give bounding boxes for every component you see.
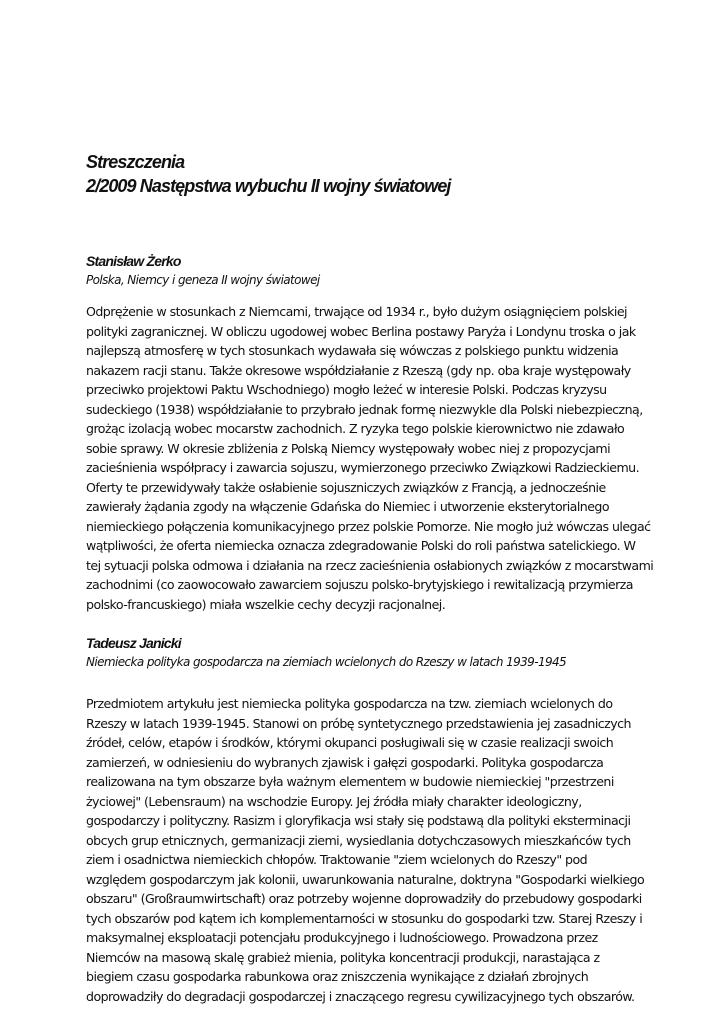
document-title-line-2: 2/2009 Następstwa wybuchu II wojny światowej xyxy=(86,176,451,196)
abstract-line: zachodnimi (co zaowocowało zawarciem sojuszu polsko-brytyjskiego i rewitalizacją przymierza xyxy=(86,577,633,592)
abstract-line: wątpliwości, że oferta niemiecka oznacza zdegradowanie Polski do roli państwa satelickiego. W xyxy=(86,538,636,553)
document-page xyxy=(86,150,656,1006)
abstract-line: ziem i osadnictwa niemieckich chłopów. Traktowanie "ziem wcielonych do Rzeszy" pod xyxy=(86,852,588,867)
abstract-line: maksymalnej eksploatacji potencjału produkcyjnego i ludnościowego. Prowadzona przez xyxy=(86,930,598,945)
abstract-line: polsko-francuskiego) miała wszelkie cechy decyzji racjonalnej. xyxy=(86,596,446,612)
abstract-line: doprowadziły do degradacji gospodarczej i znaczącego regresu cywilizacyjnego tych obszarów. xyxy=(86,988,635,1004)
abstract-line: Rzeszy w latach 1939-1945. Stanowi on próbę syntetycznego przedstawienia jej zasadniczych xyxy=(86,715,631,731)
abstract-line: Odprężenie w stosunkach z Niemcami, trwające od 1934 r., było dużym osiągnięciem polskiej xyxy=(86,304,627,319)
abstract-line: grożąc izolacją wobec mocarstw zachodnich. Z ryzyka tego polskie kierownictwo nie zdawało xyxy=(86,421,625,436)
article-zerko xyxy=(86,252,656,614)
abstract-line: Przedmiotem artykułu jest niemiecka polityka gospodarcza na tzw. ziemiach wcielonych do xyxy=(86,696,613,711)
abstract-line: obszaru" (Großraumwirtschaft) oraz potrzeby wojenne doprowadziły do przebudowy gospodarki xyxy=(86,891,642,906)
abstract-line: najlepszą atmosferę w tych stosunkach wydawała się wówczas z polskiego punktu widzenia xyxy=(86,343,619,358)
abstract-line: Niemców na masową skalę grabież mienia, polityka koncentracji produkcji, narastająca z xyxy=(86,949,600,965)
article-title: Polska, Niemcy i geneza II wojny światowej xyxy=(86,273,320,287)
abstract-line: zawierały żądania zgody na włączenie Gdańska do Niemiec i utworzenie eksterytorialnego xyxy=(86,499,610,514)
article-abstract xyxy=(86,302,656,614)
abstract-line: niemieckiego połączenia komunikacyjnego przez polskie Pomorze. Nie mogło już wówczas ulegać xyxy=(86,518,651,534)
abstract-line: sudeckiego (1938) współdziałanie to przybrało jednak formę niezwykle dla Polski niebezpieczną, xyxy=(86,401,643,417)
abstract-line: polityki zagranicznej. W obliczu ugodowej wobec Berlina postawy Paryża i Londynu troska o jak xyxy=(86,323,636,339)
abstract-line: tej sytuacji polska odmowa i działania na rzecz zacieśnienia osłabionych związków z mocarstwami xyxy=(86,557,654,573)
abstract-line: tych obszarów pod kątem ich komplementarności w stosunku do gospodarki tzw. Starej Rzeszy i xyxy=(86,910,643,926)
abstract-line: Oferty te przewidywały także osłabienie sojuszniczych związków z Francją, a jednocześnie xyxy=(86,479,606,495)
article-abstract xyxy=(86,694,656,1006)
abstract-line: przeciwko projektowi Paktu Wschodniego) mogło leżeć w interesie Polski. Podczas kryzysu xyxy=(86,382,607,397)
abstract-line: zacieśnienia współpracy i zawarcia sojuszu, wymierzonego przeciwko Związkowi Radzieckiemu. xyxy=(86,460,640,475)
abstract-line: gospodarczy i polityczny. Rasizm i gloryfikacja wsi stały się podstawą dla polityki eksterminacji xyxy=(86,813,631,828)
document-title xyxy=(86,150,656,198)
abstract-line: obcych grup etnicznych, germanizacji ziemi, wysiedlania dotychczasowych mieszkańców tych xyxy=(86,832,631,848)
abstract-line: realizowana na tym obszarze była ważnym elementem w budowie niemieckiej "przestrzeni xyxy=(86,774,614,789)
article-author: Tadeusz Janicki xyxy=(86,635,181,651)
abstract-line: sobie sprawy. W okresie zbliżenia z Polską Niemcy występowały wobec niej z propozycjami xyxy=(86,440,611,456)
abstract-line: zamierzeń, w odniesieniu do wybranych zjawisk i gałęzi gospodarki. Polityka gospodarcza xyxy=(86,754,604,770)
abstract-line: nakazem racji stanu. Także okresowe współdziałanie z Rzeszą (gdy np. oba kraje występowały xyxy=(86,362,631,378)
document-title-line-1: Streszczenia xyxy=(86,152,185,172)
abstract-line: biegiem czasu gospodarka rabunkowa oraz zniszczenia wynikające z działań zbrojnych xyxy=(86,969,589,984)
abstract-line: życiowej" (Lebensraum) na wschodzie Europy. Jej źródła miały charakter ideologiczny, xyxy=(86,793,582,809)
article-author: Stanisław Żerko xyxy=(86,253,181,269)
abstract-line: źródeł, celów, etapów i środków, którymi okupanci posługiwali się w czasie realizacji swoich xyxy=(86,735,614,750)
article-janicki xyxy=(86,634,656,1006)
abstract-line: względem gospodarczym jak kolonii, uwarunkowania naturalne, doktryna "Gospodarki wielkiego xyxy=(86,871,645,887)
article-title: Niemiecka polityka gospodarcza na ziemiach wcielonych do Rzeszy w latach 1939-1945 xyxy=(86,655,567,669)
